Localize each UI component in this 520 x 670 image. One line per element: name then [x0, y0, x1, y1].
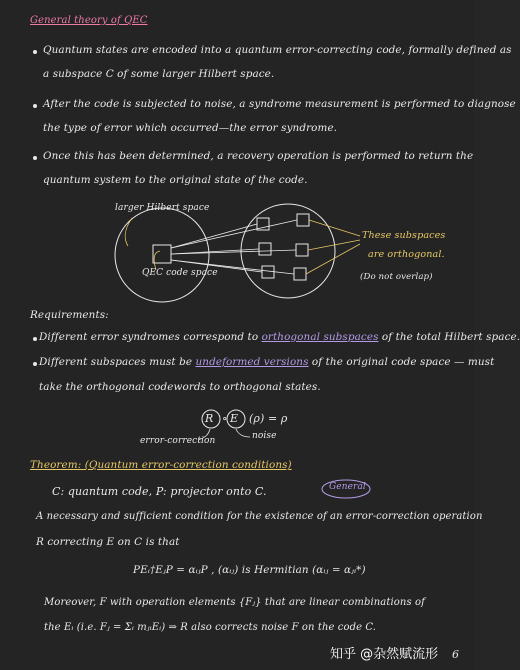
noise-symbol: E: [230, 412, 239, 425]
error-subspace-box: [262, 266, 274, 278]
page-number: 6: [452, 648, 460, 661]
error-correction-label: error-correction: [140, 436, 216, 446]
error-maps: [171, 220, 297, 274]
subspaces-label-2: are orthogonal.: [368, 249, 445, 260]
bullet-2-line-1: After the code is subjected to noise, a syndrome measurement is performed to diagnose: [43, 98, 516, 110]
bullet-dot: [33, 362, 37, 366]
watermark: 知乎 @杂然赋流形: [330, 647, 439, 662]
linearity-statement-1: Moreover, F with operation elements {Fⱼ} that are linear combinations of: [44, 597, 425, 608]
subspaces-label-1: These subspaces: [362, 230, 446, 241]
bullet-1-line-2: a subspace C of some larger Hilbert space.: [43, 68, 275, 80]
error-subspace-box: [259, 243, 271, 255]
linearity-statement-2: the Eᵢ (i.e. Fⱼ = Σᵢ mⱼᵢEᵢ) ⇒ R also corrects noise F on the code C.: [44, 622, 377, 633]
theorem-statement-1: A necessary and sufficient condition for the existence of an error-correction operation: [36, 511, 483, 522]
error-subspace-box: [296, 244, 308, 256]
requirement-1: Different error syndromes correspond to orthogonal subspaces of the total Hilbert space.: [39, 331, 520, 343]
requirement-2-line-2: take the orthogonal codewords to orthogonal states.: [39, 381, 321, 393]
qec-code-space-label: QEC code space: [142, 268, 218, 278]
theorem-heading: Theorem: (Quantum error-correction conditions): [30, 459, 292, 471]
equation-circ: ∘: [222, 412, 228, 425]
larger-hilbert-label: larger Hilbert space: [115, 203, 210, 213]
bullet-3-line-1: Once this has been determined, a recovery operation is performed to return the: [43, 150, 474, 162]
annotation-pointers: [125, 218, 360, 274]
equation-formula: (ρ) = ρ: [249, 412, 288, 425]
kl-condition: PEᵢ†EⱼP = αᵢⱼP , (αᵢⱼ) is Hermitian (αᵢⱼ = αⱼᵢ*): [133, 564, 366, 576]
general-badge: General: [329, 482, 366, 492]
error-subspace-box: [297, 214, 309, 226]
page-title: General theory of QEC: [30, 15, 148, 26]
requirements-heading: Requirements:: [30, 309, 109, 321]
noise-pointer: [236, 429, 250, 437]
noise-label: noise: [252, 431, 277, 441]
theorem-statement-2: R correcting E on C is that: [36, 536, 180, 548]
subspaces-label-3: (Do not overlap): [360, 272, 433, 282]
bullet-dot: [33, 337, 37, 341]
theorem-definitions: C: quantum code, P: projector onto C.: [52, 485, 267, 498]
error-subspace-box: [294, 268, 306, 280]
bullet-3-line-2: quantum system to the original state of the code.: [43, 174, 308, 186]
bullet-1-line-1: Quantum states are encoded into a quantum error-correcting code, formally defined as: [43, 44, 512, 56]
requirement-2: Different subspaces must be undeformed versions of the original code space — must: [39, 356, 495, 368]
recovery-symbol: R: [205, 412, 214, 425]
bullet-2-line-2: the type of error which occurred—the error syndrome.: [43, 122, 338, 134]
